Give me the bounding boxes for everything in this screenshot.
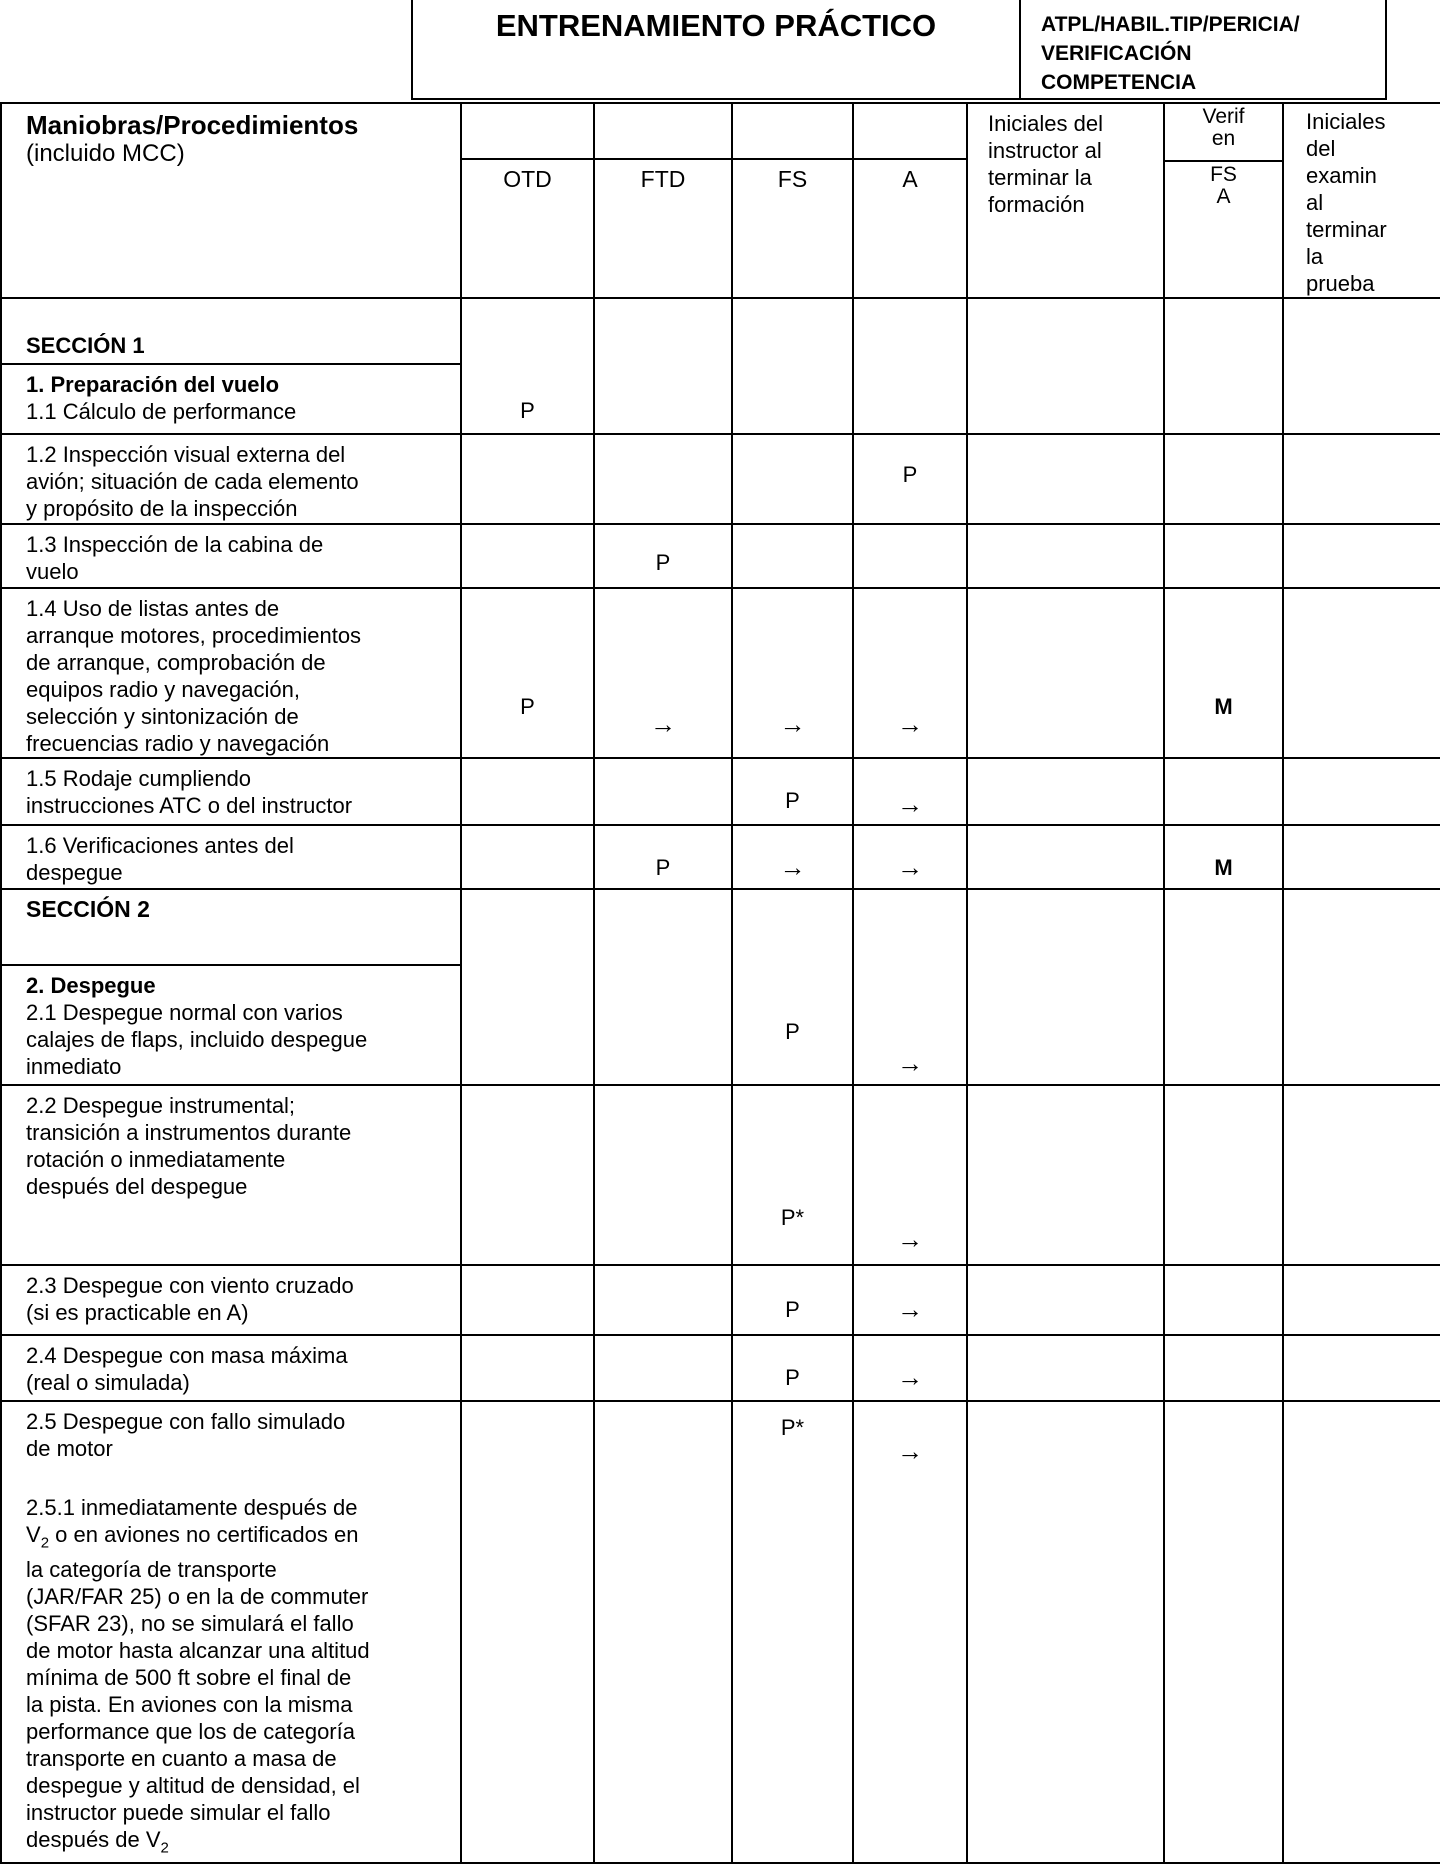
arrow-icon: →: [897, 852, 923, 882]
table-row: [1, 1265, 1440, 1335]
fs-mark: P*: [780, 1415, 805, 1440]
fs-mark: P: [785, 1019, 800, 1044]
section-1-row: [1, 298, 1440, 364]
instructor-initials-header: Iniciales del instructor al terminar la formación: [967, 103, 1164, 298]
arrow-icon: →: [897, 1362, 923, 1392]
fs-mark: P*: [780, 1205, 805, 1230]
maneuvers-table: [0, 102, 1440, 1864]
maneuvers-column-header: Maniobras/Procedimientos (incluido MCC): [1, 103, 461, 298]
arrow-icon: →: [897, 1294, 923, 1324]
maneuver-2-5-1: 2.5.1 inmediatamente después de $V_2$ o en aviones no certificados en la categoría de transporte (JAR/FAR 25) o en la de commuter (SFAR 23), no se simulará el fallo de motor hasta alcanzar una altitud mínima de 500 ft sobre el final de la pista. En aviones con la misma performance que los de categoría transporte en cuanto a masa de despegue y altitud de densidad, el instructor puede simular el fallo después de $V_2$: [26, 1495, 370, 1857]
arrow-icon: →: [897, 1436, 923, 1466]
atpl-header-box: [1021, 0, 1387, 100]
arrow-icon: →: [650, 709, 676, 739]
verif-mark: M: [1214, 694, 1233, 719]
maneuver-1-1: 1. Preparación del vuelo 1.1 Cálculo de performance: [1, 364, 461, 434]
otd-column-header: OTD: [461, 103, 594, 298]
a-column-header: A: [853, 103, 967, 298]
fs-mark: P: [785, 1297, 800, 1322]
fs-mark: P: [785, 1365, 800, 1390]
verif-mark: M: [1214, 855, 1233, 880]
section-1-label: SECCIÓN 1: [1, 298, 461, 364]
arrow-icon: →: [897, 709, 923, 739]
maneuver-1-4: 1.4 Uso de listas antes de arranque motores, procedimientos de arranque, comprobación de equipos radio y navegación, selección y sintonización de frecuencias radio y navegación: [1, 588, 461, 758]
table-row: [1, 1401, 1440, 1863]
table-row: [1, 434, 1440, 524]
arrow-icon: →: [779, 709, 806, 739]
examiner-initials-header: Iniciales del examin al terminar la prueba: [1283, 103, 1440, 298]
arrow-icon: →: [897, 1224, 923, 1254]
table-row: [1, 825, 1440, 889]
arrow-icon: →: [897, 789, 923, 819]
table-row: [1, 588, 1440, 758]
otd-mark: P: [520, 694, 535, 719]
maneuver-1-2: 1.2 Inspección visual externa del avión; situación de cada elemento y propósito de la inspección: [1, 434, 461, 524]
otd-mark: P: [520, 398, 535, 423]
ftd-mark: P: [655, 550, 671, 575]
table-row: [1, 1335, 1440, 1401]
maneuver-1-3: 1.3 Inspección de la cabina de vuelo: [1, 524, 461, 588]
maneuver-1-5: 1.5 Rodaje cumpliendo instrucciones ATC o del instructor: [1, 758, 461, 825]
table-row: [1, 1085, 1440, 1265]
maneuver-1-6: 1.6 Verificaciones antes del despegue: [1, 825, 461, 889]
table-row: [1, 524, 1440, 588]
maneuver-2-2: 2.2 Despegue instrumental; transición a instrumentos durante rotación o inmediatamente después del despegue: [1, 1085, 461, 1265]
fs-column-header: FS: [732, 103, 853, 298]
document-title: ENTRENAMIENTO PRÁCTICO: [495, 8, 937, 43]
arrow-icon: →: [897, 1048, 923, 1078]
verif-column-header: Verif en FS A: [1164, 103, 1283, 298]
a-mark: P: [902, 462, 918, 487]
section-2-row: [1, 889, 1440, 965]
maneuver-2-5: 2.5 Despegue con fallo simulado de motor 2.5.1 inmediatamente después de $V_2$ o en aviones no certificados en la categoría de transporte (JAR/FAR 25) o en la de commuter (SFAR 23), no se simulará el fallo de motor hasta alcanzar una altitud mínima de 500 ft sobre el final de la pista. En aviones con la misma performance que los de categoría transporte en cuanto a masa de despegue y altitud de densidad, el instructor puede simular el fallo después de $V_2$: [1, 1401, 461, 1863]
section-2-label: SECCIÓN 2: [1, 889, 461, 965]
maneuver-2-3: 2.3 Despegue con viento cruzado (si es practicable en A): [1, 1265, 461, 1335]
column-header-row: [1, 103, 1440, 298]
maneuver-2-4: 2.4 Despegue con masa máxima (real o simulada): [1, 1335, 461, 1401]
table-row: [1, 758, 1440, 825]
training-title-box: [411, 0, 1021, 100]
atpl-header-text: ATPL/HABIL.TIP/PERICIA/ VERIFICACIÓN COMPETENCIA: [1041, 13, 1300, 94]
maneuver-2-1: 2. Despegue 2.1 Despegue normal con varios calajes de flaps, incluido despegue inmediato: [1, 965, 461, 1085]
fs-mark: P: [785, 788, 800, 813]
ftd-mark: P: [655, 855, 671, 880]
arrow-icon: →: [779, 852, 806, 882]
ftd-column-header: FTD: [594, 103, 732, 298]
